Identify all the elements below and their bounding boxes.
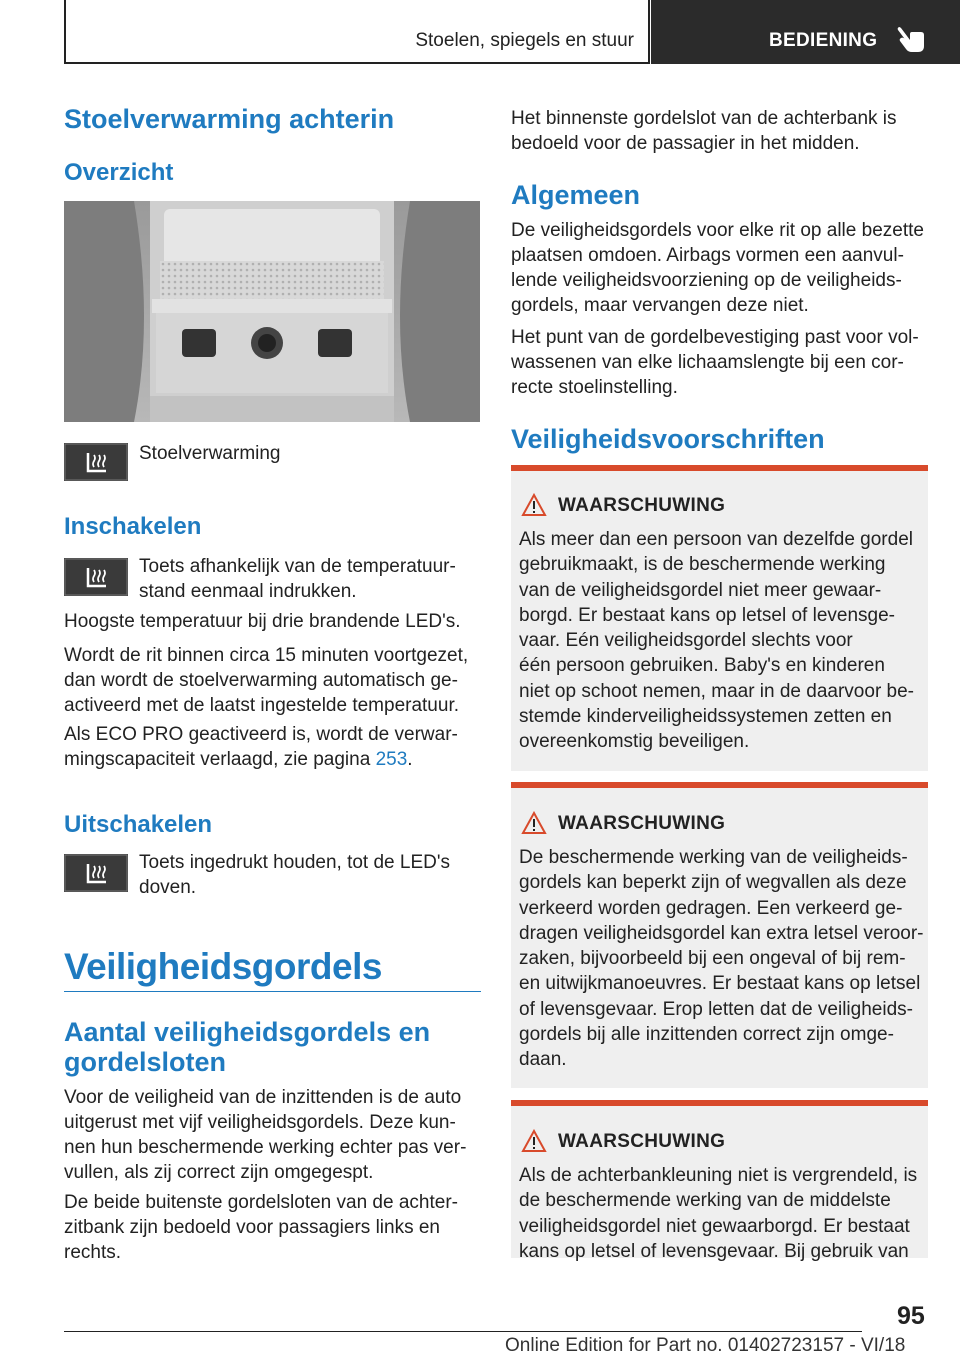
header-chapter-tab[interactable]: [651, 0, 960, 64]
paragraph-outer-buckles: De beide buitenste gordelsloten van de achter- zitbank zijn bedoeld voor passagiers links en rechts.: [64, 1192, 458, 1263]
warning-box-1: [511, 465, 928, 771]
count-heading: Aantal veiligheidsgordels en gordelsloten: [64, 1017, 431, 1077]
safety-heading: Veiligheidsvoorschriften: [511, 424, 825, 454]
switch-off-text: Toets ingedrukt houden, tot de LED's doven.: [139, 852, 450, 898]
page-number: 95: [897, 1302, 925, 1330]
warning-text-2: De beschermende werking van de veiligheids- gordels kan beperkt zijn of wegvallen als deze verkeerd worden gedragen. Een verkeerd ge- dragen veiligheidsgordel kan extra letsel veroor- zaken, bijvoorbeeld bij een ongeval of bij rem- en uitwijkmanoeuvres. Er bestaat kans op letsel of levensgevaar. Erop letten dat de veiligheids- gordels bij alle inzittenden correct zijn omge- daan.: [519, 847, 924, 1071]
warning-title: WAARSCHUWING: [558, 1131, 726, 1152]
footer-edition: Online Edition for Part no. 01402723157 - VI/18: [505, 1335, 906, 1356]
warning-text-3: Als de achterbankleuning niet is vergrendeld, is de beschermende werking van de middelste veiligheidsgordel niet gewaarborgd. Er bestaat kans op letsel of levensgevaar. Bij gebruik van: [519, 1165, 918, 1262]
pointing-hand-icon: [897, 24, 927, 56]
warning-box-2: [511, 782, 928, 1088]
switch-on-heading: Inschakelen: [64, 513, 202, 540]
header-section-box: [64, 0, 650, 64]
seat-heating-icon: [64, 443, 128, 481]
header-chapter-label: BEDIENING: [769, 30, 878, 51]
paragraph-eco-pro: Als ECO PRO geactiveerd is, wordt de verwar- mingscapaciteit verlaagd, zie pagina 253.: [64, 724, 458, 770]
overview-heading: Overzicht: [64, 159, 174, 186]
warning-title: WAARSCHUWING: [558, 495, 726, 516]
paragraph-five-belts: Voor de veiligheid van de inzittenden is de auto uitgerust met vijf veiligheidsgordels. Deze kun- nen hun beschermende werking echter pas ver- vullen, als zij correct zijn omgegespt.: [64, 1087, 467, 1183]
paragraph-general-2: Het punt van de gordelbevestiging past voor vol- wassenen van elke lichaamslengte bij een cor- recte stoelinstelling.: [511, 327, 919, 398]
paragraph-middle-buckle: Het binnenste gordelslot van de achterbank is bedoeld voor de passagier in het midden.: [511, 108, 897, 154]
switch-on-text: Toets afhankelijk van de temperatuur- stand eenmaal indrukken.: [139, 556, 456, 602]
switch-off-heading: Uitschakelen: [64, 811, 213, 838]
paragraph-general-1: De veiligheidsgordels voor elke rit op alle bezette plaatsen omdoen. Airbags vormen een aanvul- lende veiligheidsvoorziening op de veiligheids- gordels, maar vervangen deze niet.: [511, 220, 924, 316]
photo-caption: Stoelverwarming: [139, 443, 281, 464]
general-heading: Algemeen: [511, 180, 641, 210]
header-section-title: Stoelen, spiegels en stuur: [415, 30, 634, 51]
paragraph-resume: Wordt de rit binnen circa 15 minuten voortgezet, dan wordt de stoelverwarming automatisch ge- activeerd met de laatst ingestelde temperatuur.: [64, 645, 469, 716]
seat-heating-button-icon: [64, 558, 128, 596]
warning-triangle-icon: [521, 811, 547, 835]
paragraph-led: Hoogste temperatuur bij drie brandende LED's.: [64, 611, 461, 632]
warning-text-1: Als meer dan een persoon van dezelfde gordel gebruikmaakt, is de beschermende werking van de veiligheidsgordel niet meer gewaar- borgd. Er bestaat kans op letsel of levensge- vaar. Eén veiligheidsgordel slechts voor één persoon gebruiken. Baby's en kinderen niet op schoot nemen, maar in de daarvoor be- stemde kinderveiligheidssystemen zetten en overeenkomstig beveiligen.: [519, 529, 915, 753]
warning-triangle-icon: [521, 1129, 547, 1153]
warning-title: WAARSCHUWING: [558, 813, 726, 834]
belts-heading: Veiligheidsgordels: [64, 946, 382, 987]
belts-rule: [64, 991, 481, 992]
rear-console-photo: [64, 201, 480, 422]
footer-rule: [64, 1331, 862, 1332]
section-title: Stoelverwarming achterin: [64, 104, 395, 134]
seat-heating-button-off-icon: [64, 854, 128, 892]
warning-triangle-icon: [521, 493, 547, 517]
warning-box-3: [511, 1100, 928, 1262]
page-link-253[interactable]: 253: [375, 749, 408, 770]
